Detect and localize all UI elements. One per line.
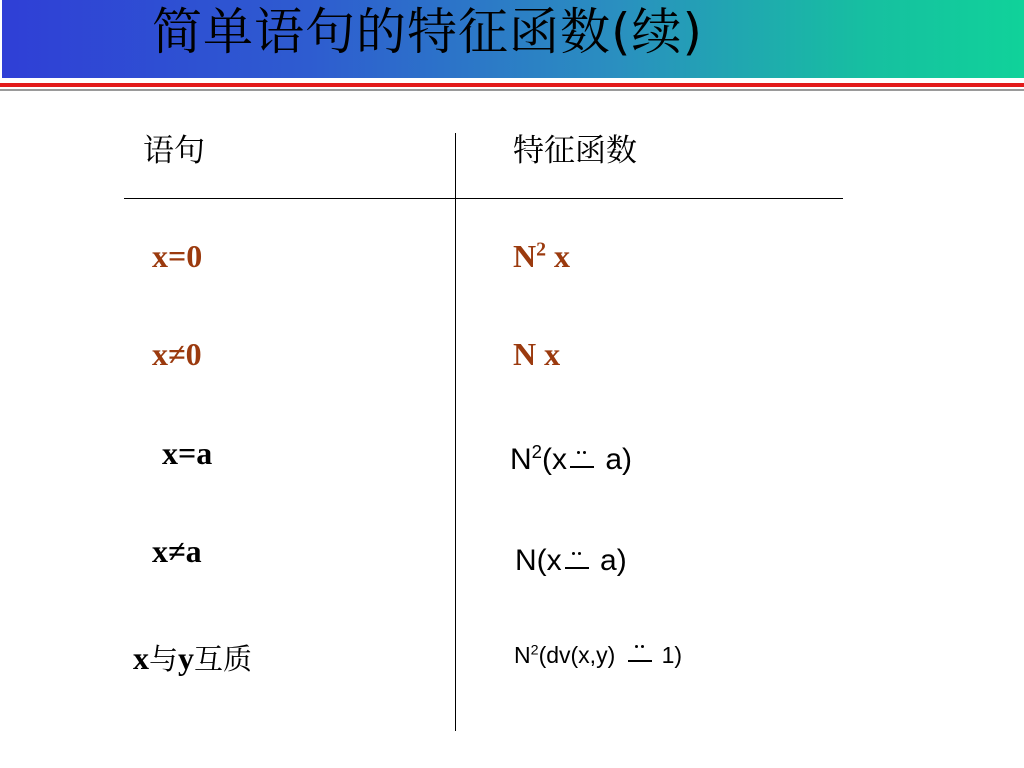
statement-row-1: x=0 [152, 238, 203, 274]
function-body: x [546, 238, 571, 274]
statement-row-3: x=a [162, 435, 213, 471]
statement-part-and: 与 [149, 642, 179, 676]
function-row-1 [513, 238, 570, 274]
function-body: x [536, 336, 561, 372]
header-statement: 语句 [143, 133, 205, 169]
function-body: (dv(x,y) [538, 642, 616, 668]
function-rhs: 1) [655, 642, 683, 668]
function-exponent: 2 [536, 238, 547, 261]
function-row-2 [513, 336, 560, 372]
statement-part-y: y [178, 640, 195, 676]
function-row-4 [515, 543, 627, 579]
function-prefix: N [510, 443, 532, 476]
function-prefix: N [514, 642, 531, 668]
function-rhs: a) [591, 544, 627, 577]
statement-row-2: x≠0 [152, 336, 202, 372]
function-row-5 [514, 640, 682, 670]
title-underline-gray [0, 89, 1024, 91]
table-column-divider [455, 133, 456, 731]
header-characteristic-function: 特征函数 [513, 133, 637, 169]
function-exponent: 2 [531, 441, 543, 462]
slide-title: 简单语句的特征函数(续) [152, 3, 704, 61]
function-row-3 [510, 442, 632, 478]
function-body: (x [536, 544, 562, 577]
monus-operator-icon [625, 643, 655, 663]
function-prefix: N [513, 238, 537, 274]
table-header-divider [124, 198, 843, 199]
function-prefix: N [515, 544, 537, 577]
function-rhs: a) [597, 443, 633, 476]
function-body: (x [542, 443, 568, 476]
function-exponent: 2 [530, 642, 539, 659]
title-underline-red [0, 83, 1024, 87]
statement-part-x: x [133, 640, 149, 676]
statement-row-5 [133, 640, 252, 677]
statement-part-coprime: 互质 [194, 642, 253, 676]
function-prefix: N [513, 336, 537, 372]
statement-row-4: x≠a [152, 533, 202, 569]
monus-operator-icon [567, 449, 597, 469]
monus-operator-icon [562, 550, 592, 570]
